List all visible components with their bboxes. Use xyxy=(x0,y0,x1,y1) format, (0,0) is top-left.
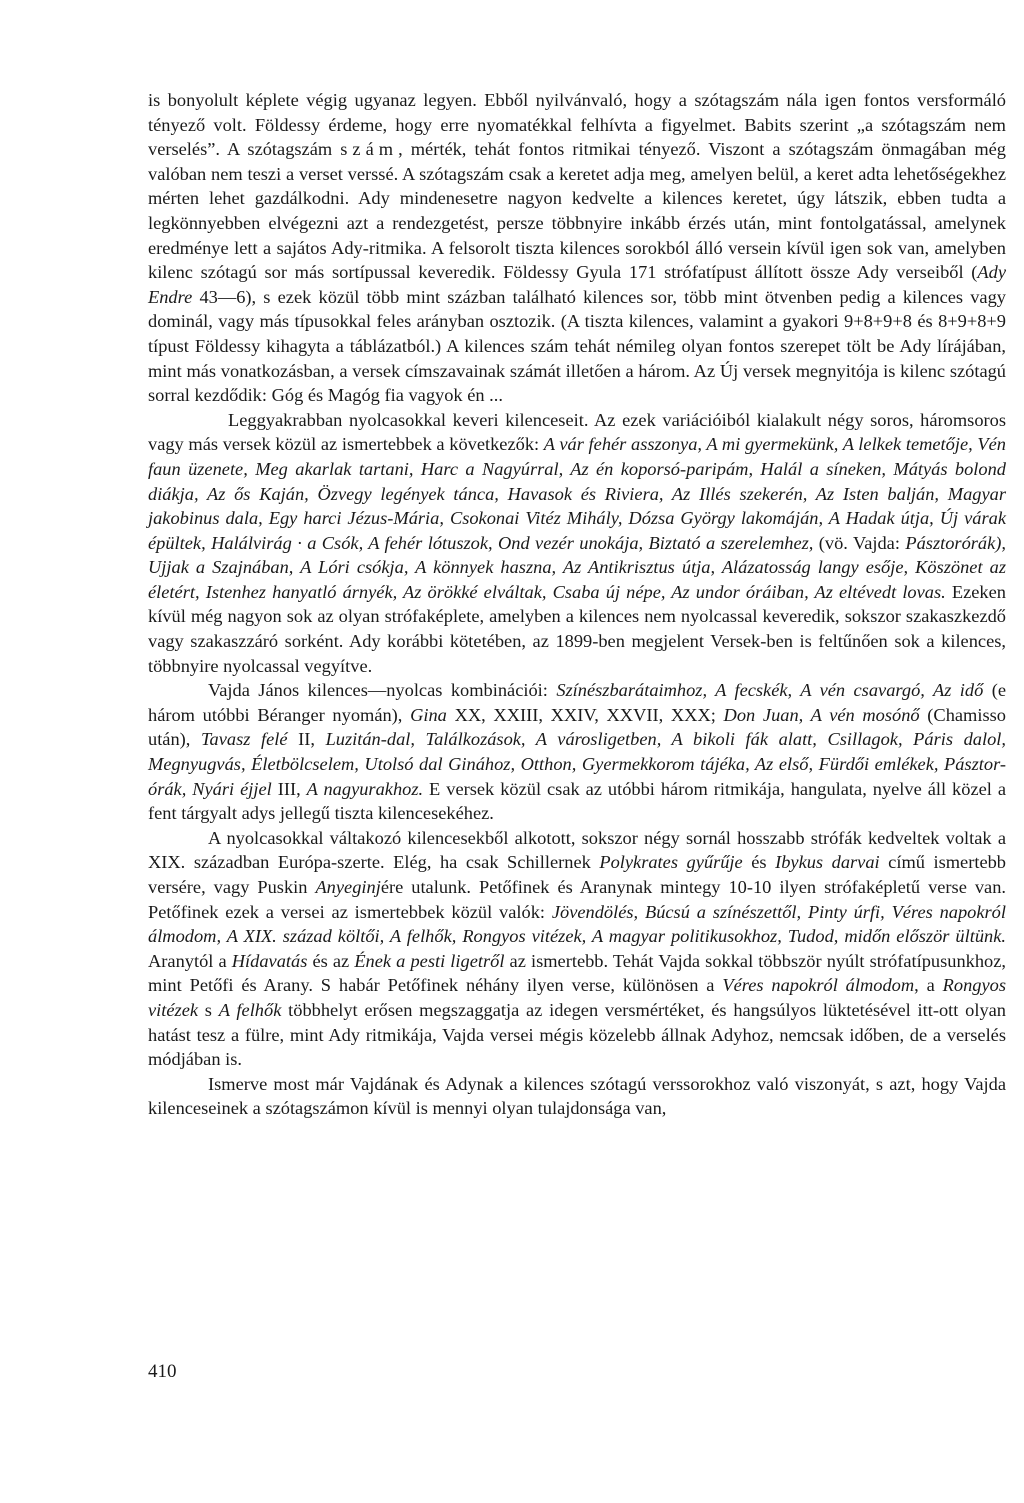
italic-title: Polykrates gyűrűje xyxy=(599,852,743,873)
italic-title: Tavasz felé xyxy=(200,729,288,750)
italic-title: A vár fehér asszonya, A mi gyermekünk, A lelkek temetője, Vén faun üzenete, Meg akarlak tartani, Harc a Nagyúrral, Az én koporsó-paripám, Halál a síneken, Mátyás bolond diákja, Az ős Kaján, Özvegy legények tánca, Havasok és Riviera, Az Illés szekerén, Az Isten balján, Magyar jakobinus dala, Egy harci Jézus-Mária, Csokonai Vitéz Mihály, Dózsa György lakomáján, A Hadak útja, Új várak épültek, Halálvirág · a Csók, A fehér lótuszok, Ond vezér unokája, Biztató a szerelemhez, xyxy=(148,434,1006,553)
italic-title: Rongyos vitézek xyxy=(148,975,1006,1020)
paragraph xyxy=(148,408,1006,679)
text-run: A nyolcasokkal váltakozó kilencesekből alkotott, sokszor négy sornál hosszabb strófák kedveltek voltak a XIX. században Európa-szerte. Elég, ha csak Schillernek xyxy=(148,827,1006,873)
text-run: című ismertebb versére, vagy Puskin xyxy=(148,852,1006,897)
paragraph xyxy=(148,826,1006,1072)
text-run: Ezeken kívül még nagyon sok az olyan strófaképlete, amelyben a kilences nem nyolcassal keveredik, sokszor szakaszkezdő vagy szakaszzáró sorként. Ady korábbi kötetében, az 1899-ben megjelent Versek-ben is feltűnően sok a kilences, többnyire nyolcassal vegyítve. xyxy=(148,581,1006,676)
italic-title: Luzitán-dal, Találkozások, A városligetben, A bikoli fák alatt, Csillagok, Páris dalol, Megnyugvás, Életbölcselem, Utolsó dal Ginához, Otthon, Gyermekkorom tájéka, Az első, Fürdői emlékek, Pásztor-órák, Nyári éjjel xyxy=(148,729,1007,799)
body-text xyxy=(148,88,1006,1121)
paragraph xyxy=(148,678,1006,826)
italic-title: Véres napokról álmodom xyxy=(722,975,915,996)
text-run: és az xyxy=(307,950,355,971)
italic-title: Hídavatás xyxy=(231,950,308,971)
text-run: Ismerve most már Vajdának és Adynak a kilences szótagú verssorokhoz való viszonyát, s azt, hogy Vajda kilenceseinek a szótagszámon kívül is mennyi olyan tulajdonsága van, xyxy=(148,1073,1006,1119)
text-run: , mérték, tehát fontos ritmikai tényező. Viszont a szótagszám önmagában még valóban nem teszi a verset verssé. A szótagszám csak a keretet adja meg, amelyen belül, a keret adta lehetőségekhez mérten lehet gazdálkodni. Ady mindenesetre nagyon kedvelte a kilences keretet, úgy látszik, ebben tudta a legkönnyebben elvégezni azt a rendezgetést, persze többnyire inkább érzés után, mint fontolgatással, amelynek eredménye lett a sajátos Ady-ritmika. A felsorolt tiszta kilences sorokból álló versein kívül igen sok van, amelyben kilenc szótagú sor más sortípussal keveredik. Földessy Gyula 171 strófatípust állított össze Ady verseiből ( xyxy=(148,139,1006,283)
text-run: E versek közül csak az utóbbi három ritmikája, hangulata, nyelve áll közel a fent tárgyalt adys jellegű tiszta kilencesekéhez. xyxy=(148,778,1006,824)
italic-title: Don Juan, A vén mosónő xyxy=(723,704,920,725)
italic-title: A nagyurakhoz. xyxy=(306,778,424,799)
italic-title: Ének a pesti ligetről xyxy=(354,950,505,971)
italic-title: Anyeginj xyxy=(315,877,381,897)
italic-title: A felhők xyxy=(218,999,282,1020)
paragraph xyxy=(148,88,1006,408)
text-run: Vajda János kilences—nyolcas kombinációi: xyxy=(208,680,557,701)
text-run: Aranytól a xyxy=(148,950,232,971)
italic-title: Ibykus darvai xyxy=(775,852,880,873)
text-run: 43—6), s ezek közül több mint százban található kilences sor, több mint ötvenben pedig a kilences vagy dominál, vagy más típusokkal feles arányban osztozik. (A tiszta kilences, valamint a gyakori 9+8+9+8 és 8+9+8+9 típust Földessy kihagyta a táblázatból.) A kilences szám tehát némileg olyan fontos szerepet tölt be Ady lírájában, mint más vonatkozásban, a versek címszavainak számát illetően a három. Az Új versek megnyitója is kilenc szótagú sorral kezdődik: Góg és Magóg fia vagyok én ... xyxy=(148,286,1006,406)
page-number: 410 xyxy=(148,1361,177,1382)
italic-title: Pásztorórák), Ujjak a Szajnában, A Lóri csókja, A könnyek haszna, Az Antikrisztus útja, Alázatosság langy esője, Köszönet az életért, Istenhez hanyatló árnyék, Az örökké elváltak, Csaba új népe, Az undor óráiban, Az eltévedt lovas. xyxy=(148,532,1006,602)
spaced-word: szám xyxy=(340,139,399,160)
text-run: XX, XXIII, XXIV, XXVII, XXX; xyxy=(446,704,724,725)
text-run: is bonyolult képlete végig ugyanaz legyen. Ebből nyilvánvaló, hogy a szótagszám nála igen fontos versformáló tényező volt. Földessy érdeme, hogy erre nyomatékkal felhívta a figyelmet. Babits szerint „a szótagszám nem verselés”. A szótagszám xyxy=(148,90,1006,160)
italic-title: Színészbarátaimhoz, A fecskék, A vén csavargó, Az idő xyxy=(556,680,984,701)
text-run: ére utalunk. Petőfinek és Aranynak mintegy 10-10 ilyen strófaképletű verse van. Petőfinek ezek a versei az ismertebbek közül valók: xyxy=(148,877,1006,922)
text-run: s xyxy=(198,999,219,1020)
italic-title: Ady Endre xyxy=(148,262,1006,307)
text-run: az ismertebb. Tehát Vajda sokkal többször nyúlt strófatípusunkhoz, mint Petőfi és Arany. S habár Petőfinek néhány ilyen verse, különösen a xyxy=(148,950,1007,996)
paragraph xyxy=(148,1072,1006,1121)
text-run: többhelyt erősen megszaggatja az idegen versmértéket, és hangsúlyos lüktetésével itt-ott olyan hatást tesz a fülre, mint Ady ritmikája, Vajda versei mégis közelebb állnak Adyhoz, nemcsak időben, de a verselés módjában is. xyxy=(148,999,1007,1070)
text-run: II, xyxy=(287,729,326,750)
text-run: és xyxy=(742,852,776,873)
text-run: Leggyakrabban nyolcasokkal keveri kilenceseit. Az ezek variációiból kialakult négy soros, háromsoros vagy más versek közül az ismertebbek a következők: xyxy=(148,409,1006,455)
text-run: (e három utóbbi Béranger nyomán), xyxy=(148,680,1006,725)
text-run: , a xyxy=(914,975,943,996)
text-run: III, xyxy=(271,778,307,799)
text-run: (Chamisso után), xyxy=(148,704,1006,750)
text-run: (vö. Vajda: xyxy=(813,532,906,553)
italic-title: Gina xyxy=(410,704,447,725)
italic-title: Jövendölés, Búcsú a színészettől, Pinty úrfi, Véres napokról álmodom, A XIX. század költői, A felhők, Rongyos vitézek, A magyar politikusokhoz, Tudod, midőn először ültünk. xyxy=(148,901,1006,947)
